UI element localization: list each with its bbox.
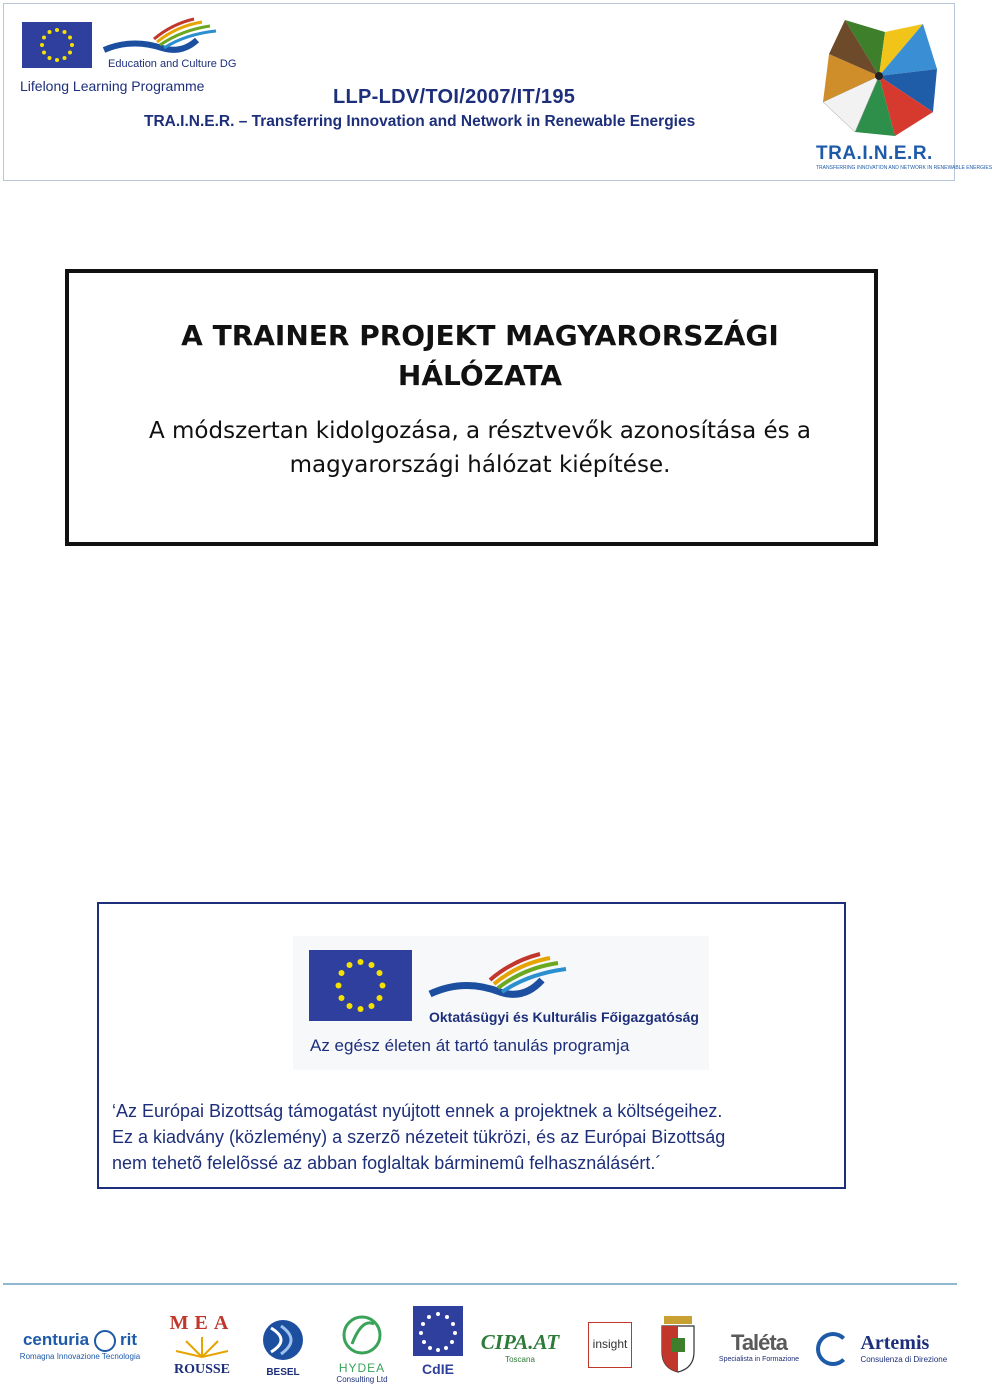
- partner-extra: ROUSSE: [173, 1362, 231, 1377]
- subtitle-line-1: A módszertan kidolgozása, a résztvevők azonosítása és a: [148, 418, 812, 444]
- programme-llp-label: Lifelong Learning Programme: [20, 78, 205, 94]
- partner-name: CdIE: [422, 1361, 454, 1377]
- partner-name: Taléta: [731, 1330, 787, 1355]
- partner-name: Artemis: [860, 1332, 930, 1354]
- partner-logo-taleta: [718, 1330, 800, 1363]
- title-line-1: A TRAINER PROJEKT MAGYARORSZÁGI: [181, 319, 779, 352]
- partner-logo-besel: [258, 1318, 308, 1378]
- footer-divider: [3, 1283, 957, 1285]
- eu-flag-icon: [22, 22, 92, 68]
- document-subtitle: [0, 414, 960, 482]
- hydea-leaf-icon: [340, 1314, 384, 1356]
- partner-logo-artemis: [816, 1332, 948, 1366]
- document-title: [0, 316, 960, 396]
- partner-name: insight: [592, 1337, 628, 1351]
- subtitle-line-2: magyarországi hálózat kiépítése.: [289, 452, 671, 478]
- eu-stars-icon: [413, 1306, 463, 1356]
- title-box: [65, 269, 878, 546]
- trainer-pinwheel-logo: [815, 14, 943, 144]
- trainer-logo-tagline: TRANSFERRING INNOVATION AND NETWORK IN RENEWABLE ENERGIES: [816, 165, 992, 171]
- partner-tagline: Consulting Ltd: [336, 1375, 388, 1384]
- globe-icon: [94, 1330, 116, 1352]
- llp-swoosh-logo: [102, 18, 222, 60]
- title-line-2: HÁLÓZATA: [397, 359, 563, 392]
- partner-tagline: Toscana: [505, 1355, 535, 1364]
- sunburst-icon: [172, 1335, 232, 1357]
- disclaimer-line-3: nem tehetõ felelõssé az abban foglaltak bárminemû felhasználásért.´: [112, 1153, 662, 1173]
- partner-logo-cdie: [412, 1306, 464, 1377]
- besel-emblem-icon: [261, 1318, 305, 1362]
- partner-logo-crest: [656, 1316, 700, 1379]
- dg-label-hu: Oktatásügyi és Kulturális Főigazgatóság: [429, 1009, 699, 1025]
- funding-disclaimer: [112, 1098, 725, 1176]
- partner-name: MEA: [169, 1312, 235, 1334]
- partner-tagline: Consulenza di Direzione: [860, 1355, 948, 1364]
- project-title: TRA.I.N.E.R. – Transferring Innovation and Network in Renewable Energies: [144, 113, 696, 130]
- partner-name: HYDEA: [338, 1361, 386, 1375]
- partner-logo-hydea: [330, 1314, 394, 1384]
- partner-tagline: Romagna Innovazione Tecnologia: [19, 1352, 141, 1361]
- disclaimer-line-2: Ez a kiadvány (közlemény) a szerzõ nézeteit tükrözi, és az Európai Bizottság: [112, 1127, 726, 1147]
- project-code: LLP-LDV/TOI/2007/IT/195: [333, 86, 576, 108]
- crest-icon: [658, 1316, 698, 1374]
- disclaimer-line-1: ‘Az Európai Bizottság támogatást nyújtott ennek a projektnek a költségeihez.: [112, 1101, 723, 1121]
- partner-tagline: Specialista in Formazione: [718, 1356, 800, 1363]
- partner-logo-mea: [162, 1312, 242, 1378]
- partner-logo-cipa: [478, 1330, 562, 1364]
- partner-name: BESEL: [266, 1367, 300, 1378]
- eu-flag-icon-large: [309, 950, 412, 1021]
- llp-swoosh-logo-large: [428, 952, 570, 1007]
- partner-name: CIPA.AT: [480, 1330, 560, 1354]
- programme-dg-label: Education and Culture DG: [108, 58, 237, 70]
- partner-logo-centuria: [16, 1330, 144, 1361]
- partner-logo-insight: [588, 1322, 632, 1368]
- trainer-logo-name: TRA.I.N.E.R.: [816, 143, 933, 164]
- llp-label-hu: Az egész életen át tartó tanulás programja: [310, 1036, 630, 1055]
- partner-extra: rit: [120, 1330, 138, 1350]
- artemis-arc-icon: [816, 1332, 850, 1366]
- partner-name: centuria: [22, 1330, 90, 1350]
